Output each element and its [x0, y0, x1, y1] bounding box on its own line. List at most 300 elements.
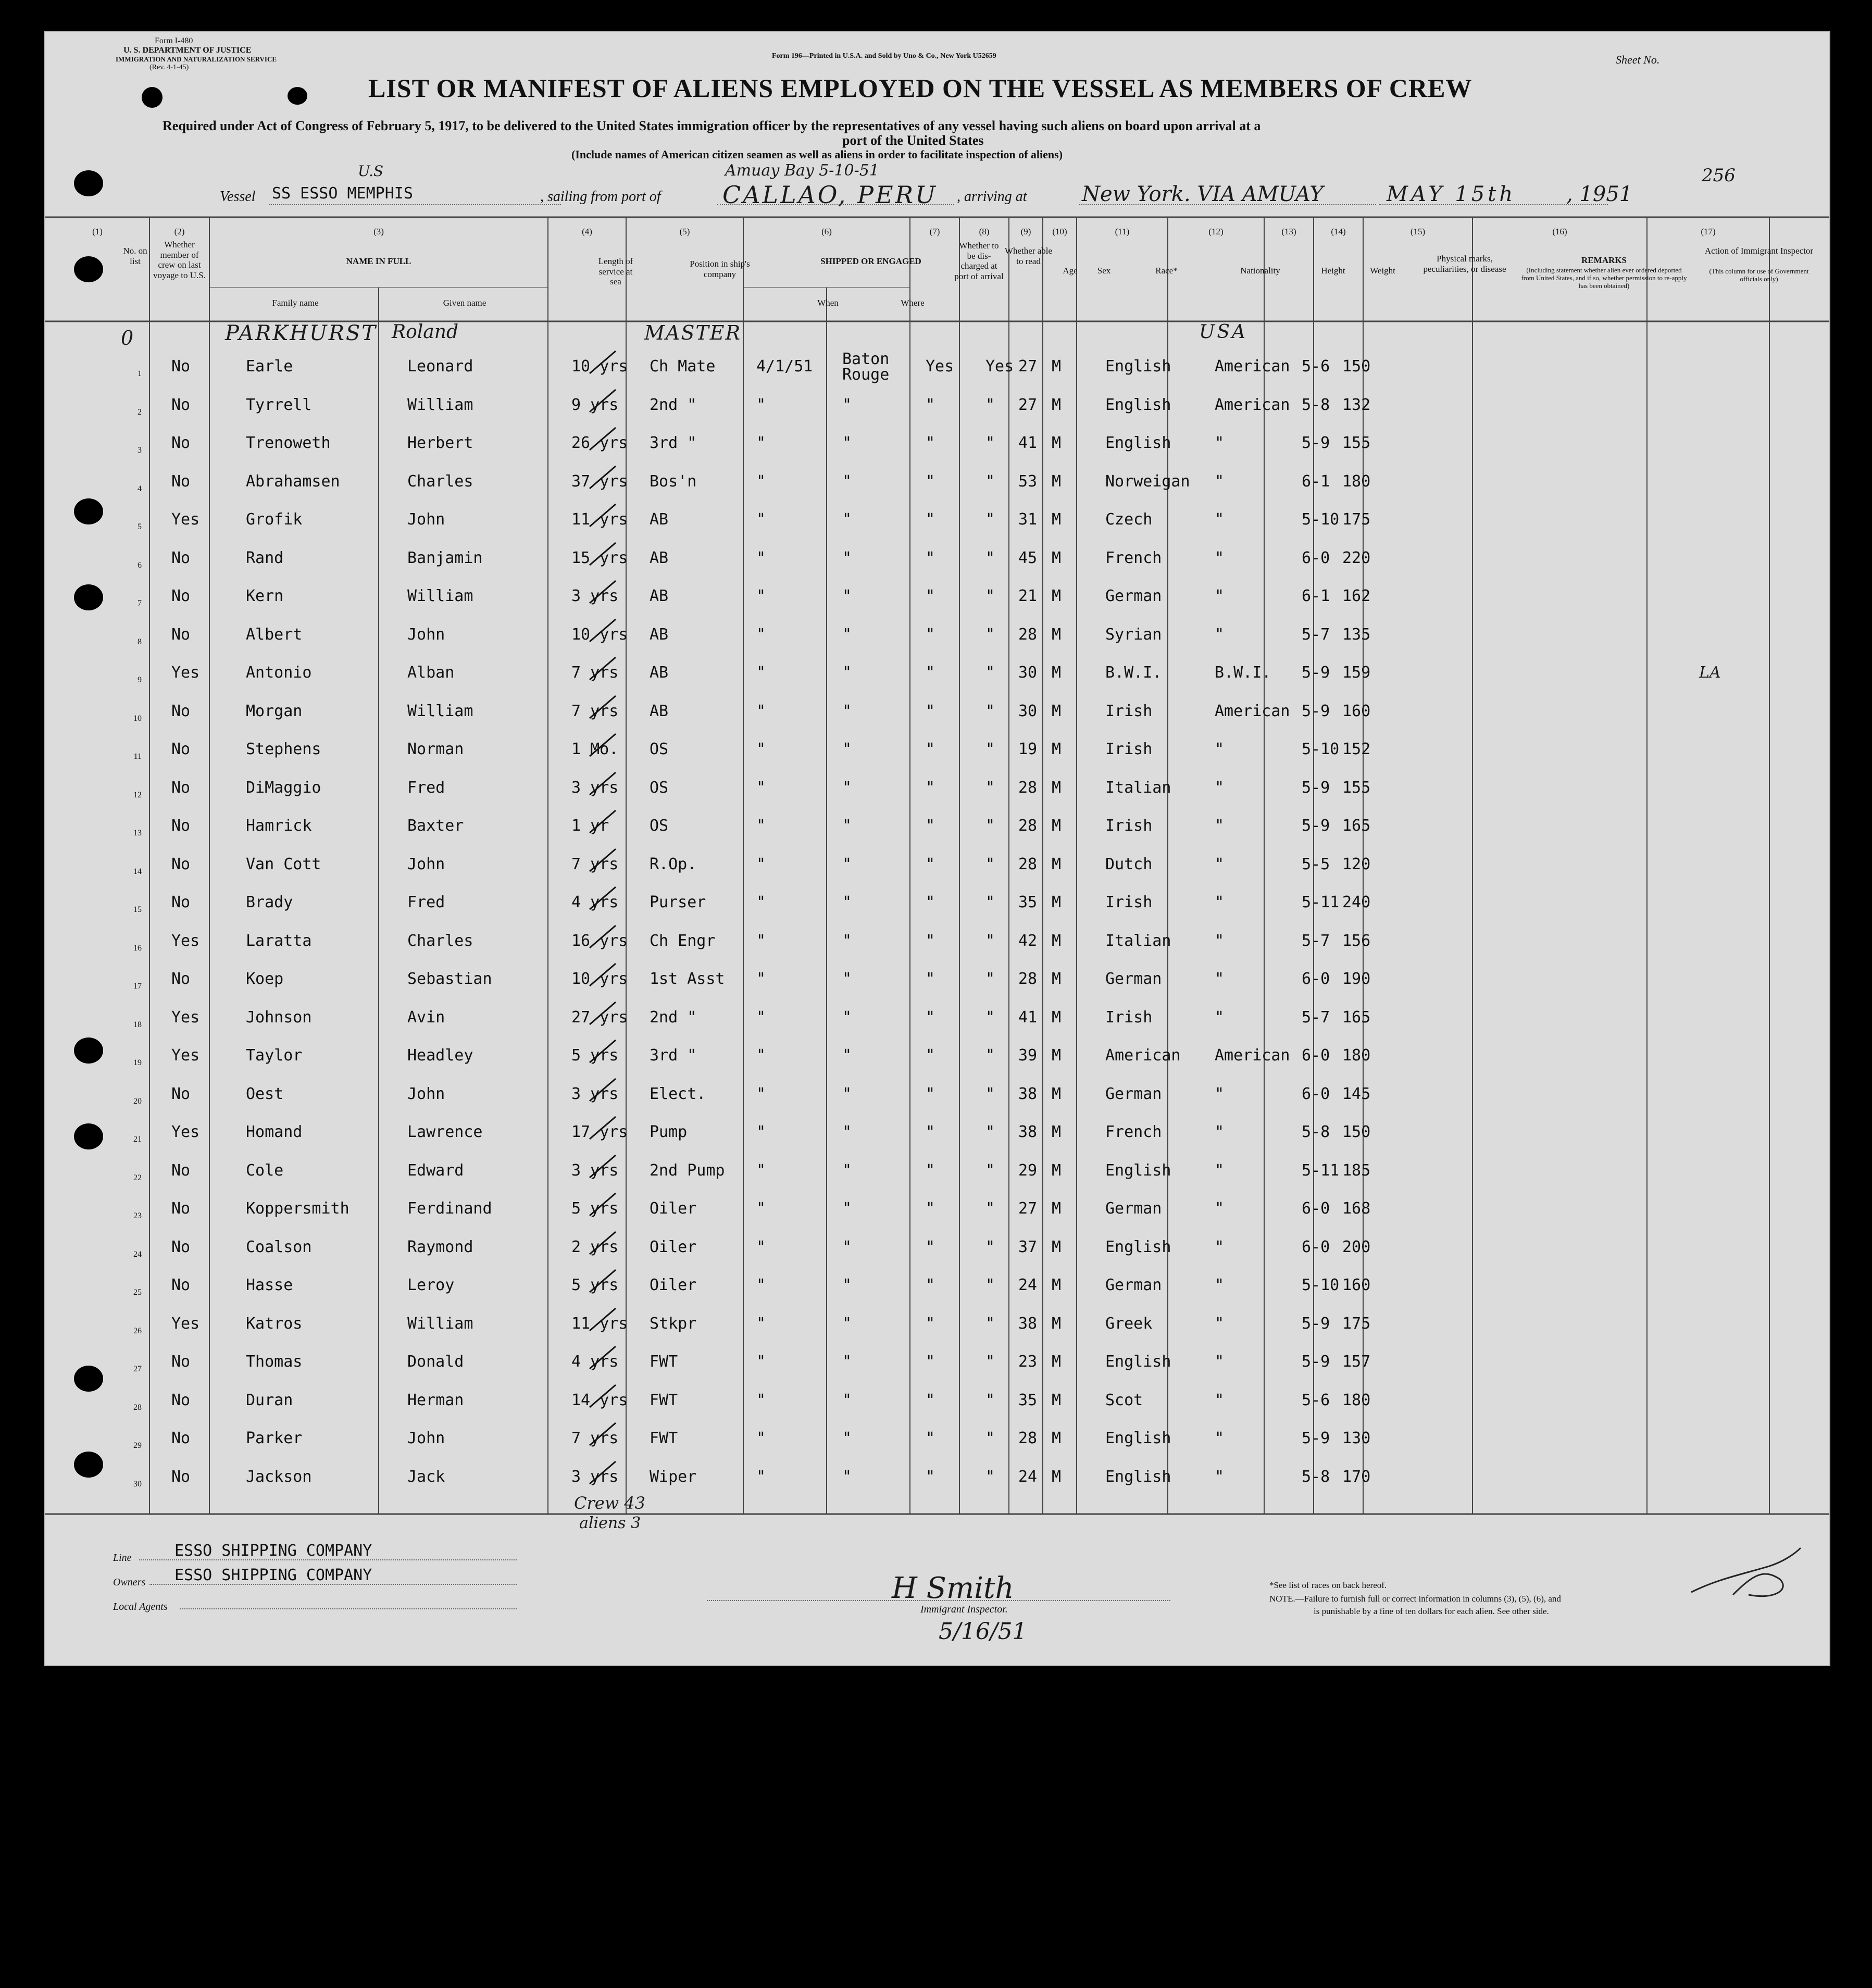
local-agents-underline	[180, 1608, 517, 1609]
crew-row	[45, 1047, 1829, 1084]
cell-service: 3 yrs	[571, 778, 619, 797]
penalty-note: NOTE.—Failure to furnish full or correct information in columns (3), (5), (6), and	[1269, 1594, 1561, 1604]
header-sex: Sex	[1097, 266, 1111, 276]
cell-when: "	[756, 1314, 766, 1333]
cell-when: "	[756, 1353, 766, 1371]
tick-mark	[587, 580, 618, 606]
cell-service: 3 yrs	[571, 587, 619, 605]
cell-position: Stkpr	[650, 1314, 697, 1333]
cell-disch: "	[926, 434, 935, 452]
cell-read: "	[985, 625, 995, 644]
cell-when: "	[756, 1429, 766, 1447]
cell-given: John	[407, 625, 445, 644]
cell-family: Morgan	[246, 702, 303, 720]
form-id: Form I-480	[155, 36, 193, 45]
tick-mark	[587, 1154, 618, 1180]
cell-nat: American	[1215, 357, 1290, 376]
cell-given: Jack	[407, 1467, 445, 1486]
cell-prev: Yes	[171, 1314, 200, 1333]
tick-mark	[587, 618, 618, 644]
cell-family: Hasse	[246, 1276, 293, 1294]
cell-height: 5-6	[1302, 1391, 1330, 1409]
cell-prev: No	[171, 548, 191, 567]
header-when: When	[817, 298, 839, 308]
cell-race: English	[1105, 357, 1171, 376]
cell-age: 27	[1018, 395, 1038, 414]
cell-where: "	[842, 510, 852, 529]
arriving-label: , arriving at	[957, 189, 1027, 205]
cell-disch: "	[926, 1391, 935, 1409]
cell-nat: "	[1215, 548, 1225, 567]
cell-when: "	[756, 1084, 766, 1103]
cell-position: AB	[650, 702, 669, 720]
cell-prev: No	[171, 1353, 191, 1371]
penalty-note-2: is punishable by a fine of ten dollars for each alien. See other side.	[1314, 1606, 1549, 1616]
cell-sex: M	[1052, 817, 1062, 835]
cell-sex: M	[1052, 778, 1062, 797]
cell-where: "	[842, 931, 852, 950]
cell-service: 7 yrs	[571, 855, 619, 873]
printer-line: Form 196—Printed in U.S.A. and Sold by Uno & Co., New York U52659	[772, 52, 996, 60]
cell-height: 5-9	[1302, 778, 1330, 797]
cell-age: 28	[1018, 970, 1038, 988]
crew-row	[45, 1392, 1829, 1429]
cell-nat: "	[1215, 625, 1225, 644]
cell-prev: Yes	[171, 1008, 200, 1027]
cell-sex: M	[1052, 1199, 1062, 1218]
cell-given: Donald	[407, 1353, 464, 1371]
cell-where: "	[842, 1429, 852, 1447]
cell-service: 5 yrs	[571, 1199, 619, 1218]
cell-prev: No	[171, 625, 191, 644]
cell-read: "	[985, 740, 995, 758]
cell-weight: 175	[1342, 510, 1371, 529]
cell-read: "	[985, 970, 995, 988]
owners-value: ESSO SHIPPING COMPANY	[174, 1566, 372, 1584]
cell-service: 7 yrs	[571, 702, 619, 720]
owners-label: Owners	[113, 1577, 146, 1588]
cell-where: "	[842, 1084, 852, 1103]
cell-height: 5-9	[1302, 664, 1330, 682]
tick-mark	[587, 962, 618, 989]
cell-race: Czech	[1105, 510, 1153, 529]
cell-where: "	[842, 664, 852, 682]
cell-family: Jackson	[246, 1467, 312, 1486]
cell-position: AB	[650, 664, 669, 682]
cell-weight: 155	[1342, 434, 1371, 452]
cell-sex: M	[1052, 587, 1062, 605]
cell-height: 6-0	[1302, 1084, 1330, 1103]
crew-row	[45, 1009, 1829, 1046]
cell-where: "	[842, 472, 852, 491]
cell-nat: "	[1215, 970, 1225, 988]
col-number-13: (13)	[1281, 227, 1296, 236]
cell-position: Purser	[650, 893, 706, 911]
cell-read: "	[985, 1391, 995, 1409]
col-number-5: (5)	[679, 227, 690, 236]
tick-mark	[587, 542, 618, 568]
row-number: 13	[133, 829, 142, 837]
cell-race: English	[1105, 1161, 1171, 1180]
cell-disch: "	[926, 778, 935, 797]
cell-disch: "	[926, 1199, 935, 1218]
cell-weight: 240	[1342, 893, 1371, 911]
cell-read: "	[985, 1276, 995, 1294]
crew-row	[45, 626, 1829, 664]
row-number: 22	[133, 1173, 142, 1182]
port-to: New York. VIA AMUAY	[1082, 182, 1324, 206]
cell-prev: No	[171, 472, 191, 491]
cell-age: 39	[1018, 1046, 1038, 1065]
cell-where: "	[842, 434, 852, 452]
cell-family: Antonio	[246, 664, 312, 682]
cell-read: "	[985, 434, 995, 452]
cell-prev: No	[171, 1237, 191, 1256]
cell-disch: "	[926, 1429, 935, 1447]
cell-prev: No	[171, 1084, 191, 1103]
cell-sex: M	[1052, 1046, 1062, 1065]
cell-height: 5-9	[1302, 1353, 1330, 1371]
cell-read: "	[985, 1008, 995, 1027]
cell-weight: 160	[1342, 1276, 1371, 1294]
cell-age: 19	[1018, 740, 1038, 758]
cell-read: "	[985, 1353, 995, 1371]
cell-age: 38	[1018, 1314, 1038, 1333]
cell-where: "	[842, 1391, 852, 1409]
cell-height: 5-9	[1302, 1314, 1330, 1333]
cell-race: English	[1105, 395, 1171, 414]
tick-mark	[587, 695, 618, 721]
cell-when: "	[756, 1008, 766, 1027]
tick-mark	[587, 1269, 618, 1295]
tick-mark	[587, 427, 618, 453]
crew-row	[45, 1277, 1829, 1314]
cell-where: "	[842, 778, 852, 797]
cell-position: AB	[650, 625, 669, 644]
races-note: *See list of races on back hereof.	[1269, 1580, 1387, 1590]
cell-when: "	[756, 1276, 766, 1294]
cell-height: 5-7	[1302, 931, 1330, 950]
crew-row	[45, 779, 1829, 817]
crew-count-note: Crew 43	[574, 1493, 645, 1513]
header-remarks: REMARKS	[1581, 255, 1627, 265]
cell-nat: "	[1215, 1008, 1225, 1027]
cell-read: "	[985, 893, 995, 911]
revision: (Rev. 4-1-45)	[149, 64, 189, 71]
cell-sex: M	[1052, 625, 1062, 644]
tick-mark	[587, 503, 618, 529]
header-race: Race*	[1155, 266, 1178, 276]
cell-service: 11 yrs	[571, 510, 628, 529]
col-number-14: (14)	[1331, 227, 1346, 236]
cell-service: 10 yrs	[571, 625, 628, 644]
cell-race: French	[1105, 1123, 1162, 1141]
cell-disch: "	[926, 855, 935, 873]
cell-age: 41	[1018, 1008, 1038, 1027]
cell-prev: No	[171, 1429, 191, 1447]
cell-given: Lawrence	[407, 1123, 483, 1141]
cell-disch: "	[926, 664, 935, 682]
cell-service: 3 yrs	[571, 1161, 619, 1180]
cell-when: "	[756, 1199, 766, 1218]
cell-service: 1 Mo.	[571, 740, 619, 758]
cell-read: "	[985, 548, 995, 567]
corner-scribble	[1686, 1543, 1806, 1610]
cell-where: "	[842, 1314, 852, 1333]
cell-height: 5-10	[1302, 510, 1340, 529]
tick-mark	[587, 771, 618, 797]
cell-when: "	[756, 740, 766, 758]
sheet-number-label: Sheet No.	[1616, 53, 1660, 66]
cell-where: "	[842, 893, 852, 911]
cell-position: AB	[650, 548, 669, 567]
cell-where: "	[842, 1161, 852, 1180]
cell-weight: 175	[1342, 1314, 1371, 1333]
cell-where: "	[842, 970, 852, 988]
cell-sex: M	[1052, 472, 1062, 491]
cell-weight: 165	[1342, 817, 1371, 835]
tick-mark	[587, 656, 618, 682]
row-number: 5	[138, 522, 142, 531]
cell-race: Italian	[1105, 778, 1171, 797]
cell-when: "	[756, 664, 766, 682]
cell-race: German	[1105, 1084, 1162, 1103]
cell-service: 17 yrs	[571, 1123, 628, 1141]
cell-sex: M	[1052, 1314, 1062, 1333]
cell-read: "	[985, 1467, 995, 1486]
crew-row	[45, 664, 1829, 702]
crew-row	[45, 932, 1829, 970]
header-family-name: Family name	[272, 298, 319, 308]
col-number-15: (15)	[1410, 227, 1426, 236]
cell-age: 27	[1018, 1199, 1038, 1218]
col-number-1: (1)	[92, 227, 103, 236]
crew-row	[45, 1353, 1829, 1391]
col-number-16: (16)	[1552, 227, 1567, 236]
cell-height: 5-8	[1302, 395, 1330, 414]
header-weight: Weight	[1370, 266, 1395, 276]
row-number: 3	[138, 446, 142, 455]
cell-sex: M	[1052, 1353, 1062, 1371]
cell-when: "	[756, 1467, 766, 1486]
cell-family: Koep	[246, 970, 284, 988]
col-number-8: (8)	[979, 227, 990, 236]
master-nationality: USA	[1199, 321, 1247, 343]
cell-nat: "	[1215, 1199, 1225, 1218]
cell-race: Syrian	[1105, 625, 1162, 644]
cell-weight: 156	[1342, 931, 1371, 950]
cell-when: "	[756, 855, 766, 873]
cell-nat: "	[1215, 434, 1225, 452]
col-number-7: (7)	[929, 227, 940, 236]
line-value: ESSO SHIPPING COMPANY	[174, 1542, 372, 1560]
row-number: 9	[138, 676, 142, 684]
cell-family: Parker	[246, 1429, 303, 1447]
cell-weight: 185	[1342, 1161, 1371, 1180]
cell-nat: "	[1215, 1429, 1225, 1447]
cell-position: Bos'n	[650, 472, 697, 491]
cell-height: 5-9	[1302, 702, 1330, 720]
cell-prev: No	[171, 778, 191, 797]
cell-weight: 190	[1342, 970, 1371, 988]
cell-nat: "	[1215, 778, 1225, 797]
row-number: 11	[133, 752, 142, 761]
cell-where: "	[842, 855, 852, 873]
crew-row	[45, 970, 1829, 1008]
cell-where: "	[842, 395, 852, 414]
cell-when: "	[756, 1123, 766, 1141]
master-family-name: PARKHURST	[225, 321, 377, 345]
cell-position: 3rd "	[650, 434, 697, 452]
cell-disch: "	[926, 970, 935, 988]
cell-position: OS	[650, 740, 669, 758]
crew-row	[45, 1162, 1829, 1199]
crew-table	[45, 32, 1829, 1665]
cell-age: 29	[1018, 1161, 1038, 1180]
cell-age: 38	[1018, 1123, 1038, 1141]
cell-when: "	[756, 395, 766, 414]
cell-nat: "	[1215, 1123, 1225, 1141]
crew-row	[45, 894, 1829, 931]
cell-position: Oiler	[650, 1237, 697, 1256]
cell-prev: Yes	[171, 664, 200, 682]
cell-weight: 160	[1342, 702, 1371, 720]
cell-given: Baxter	[407, 817, 464, 835]
cell-prev: No	[171, 1199, 191, 1218]
cell-disch: "	[926, 817, 935, 835]
cell-prev: No	[171, 970, 191, 988]
tick-mark	[587, 1116, 618, 1142]
header-shipped-or-engaged: SHIPPED OR ENGAGED	[820, 256, 921, 266]
cell-height: 6-0	[1302, 1199, 1330, 1218]
header-length-of-service: Length of service at sea	[598, 256, 633, 287]
tick-mark	[587, 1039, 618, 1065]
crew-row	[45, 350, 1829, 395]
cell-nat: "	[1215, 931, 1225, 950]
cell-position: Oiler	[650, 1276, 697, 1294]
cell-service: 15 yrs	[571, 548, 628, 567]
cell-when: "	[756, 587, 766, 605]
cell-when: "	[756, 625, 766, 644]
crew-row	[45, 703, 1829, 740]
cell-service: 7 yrs	[571, 1429, 619, 1447]
crew-row	[45, 1430, 1829, 1467]
subtitle-line-2: port of the United States	[842, 133, 984, 148]
cell-nat: "	[1215, 587, 1225, 605]
cell-nat: "	[1215, 1161, 1225, 1180]
cell-read: "	[985, 855, 995, 873]
cell-disch: "	[926, 472, 935, 491]
cell-age: 28	[1018, 625, 1038, 644]
cell-given: Charles	[407, 931, 473, 950]
cell-read: "	[985, 1046, 995, 1065]
cell-disch: "	[926, 893, 935, 911]
cell-given: Edward	[407, 1161, 464, 1180]
tick-mark	[587, 465, 618, 491]
crew-row	[45, 396, 1829, 434]
alien-count-note: aliens 3	[579, 1514, 641, 1532]
cell-height: 5-6	[1302, 357, 1330, 376]
cell-given: Leroy	[407, 1276, 455, 1294]
cell-where: "	[842, 1467, 852, 1486]
cell-sex: M	[1052, 1237, 1062, 1256]
cell-height: 5-7	[1302, 1008, 1330, 1027]
cell-given: John	[407, 510, 445, 529]
tick-mark	[587, 389, 618, 415]
agency: U. S. DEPARTMENT OF JUSTICE	[123, 46, 252, 55]
cell-when: "	[756, 931, 766, 950]
cell-sex: M	[1052, 1161, 1062, 1180]
cell-service: 5 yrs	[571, 1046, 619, 1065]
cell-read: "	[985, 1084, 995, 1103]
tick-mark	[587, 1001, 618, 1027]
cell-when: "	[756, 1046, 766, 1065]
cell-nat: "	[1215, 1314, 1225, 1333]
cell-height: 5-10	[1302, 740, 1340, 758]
row-number: 2	[138, 407, 142, 417]
header-given-name: Given name	[443, 298, 486, 308]
cell-prev: No	[171, 817, 191, 835]
cell-position: FWT	[650, 1353, 678, 1371]
subtitle-line-3: (Include names of American citizen seamen as well as aliens in order to facilitate inspection of aliens)	[571, 148, 1063, 161]
cell-race: Dutch	[1105, 855, 1153, 873]
cell-disch: "	[926, 1161, 935, 1180]
cell-position: Ch Engr	[650, 931, 716, 950]
cell-service: 5 yrs	[571, 1276, 619, 1294]
vessel-label: Vessel	[220, 189, 256, 205]
cell-family: Grofik	[246, 510, 303, 529]
cell-given: William	[407, 1314, 473, 1333]
cell-read: "	[985, 702, 995, 720]
cell-weight: 165	[1342, 1008, 1371, 1027]
header-position: Position in ship's company	[690, 259, 750, 279]
cell-where: "	[842, 740, 852, 758]
cell-read: "	[985, 1161, 995, 1180]
row-number: 27	[133, 1365, 142, 1373]
cell-nat: "	[1215, 1467, 1225, 1486]
cell-weight: 180	[1342, 1046, 1371, 1065]
cell-prev: No	[171, 587, 191, 605]
cell-height: 5-8	[1302, 1123, 1330, 1141]
cell-service: 1 yr	[571, 817, 609, 835]
vessel-flag: U.S	[358, 162, 384, 180]
cell-given: William	[407, 702, 473, 720]
crew-row	[45, 1315, 1829, 1353]
cell-disch: "	[926, 931, 935, 950]
cell-height: 6-0	[1302, 548, 1330, 567]
tick-mark	[587, 1078, 618, 1104]
cell-given: Sebastian	[407, 970, 492, 988]
cell-service: 4 yrs	[571, 1353, 619, 1371]
cell-family: Koppersmith	[246, 1199, 350, 1218]
cell-service: 27 yrs	[571, 1008, 628, 1027]
header-physical-marks: Physical marks, peculiarities, or disease	[1423, 254, 1506, 274]
cell-age: 41	[1018, 434, 1038, 452]
row-number: 1	[138, 369, 142, 378]
cell-where: "	[842, 817, 852, 835]
cell-nat: "	[1215, 893, 1225, 911]
row-number: 7	[138, 599, 142, 608]
cell-race: English	[1105, 1467, 1171, 1486]
cell-race: German	[1105, 587, 1162, 605]
col-number-6: (6)	[821, 227, 832, 236]
cell-age: 45	[1018, 548, 1038, 567]
cell-race: English	[1105, 1237, 1171, 1256]
cell-family: Albert	[246, 625, 303, 644]
cell-race: English	[1105, 1353, 1171, 1371]
cell-race: Irish	[1105, 740, 1153, 758]
tick-mark	[587, 350, 618, 376]
